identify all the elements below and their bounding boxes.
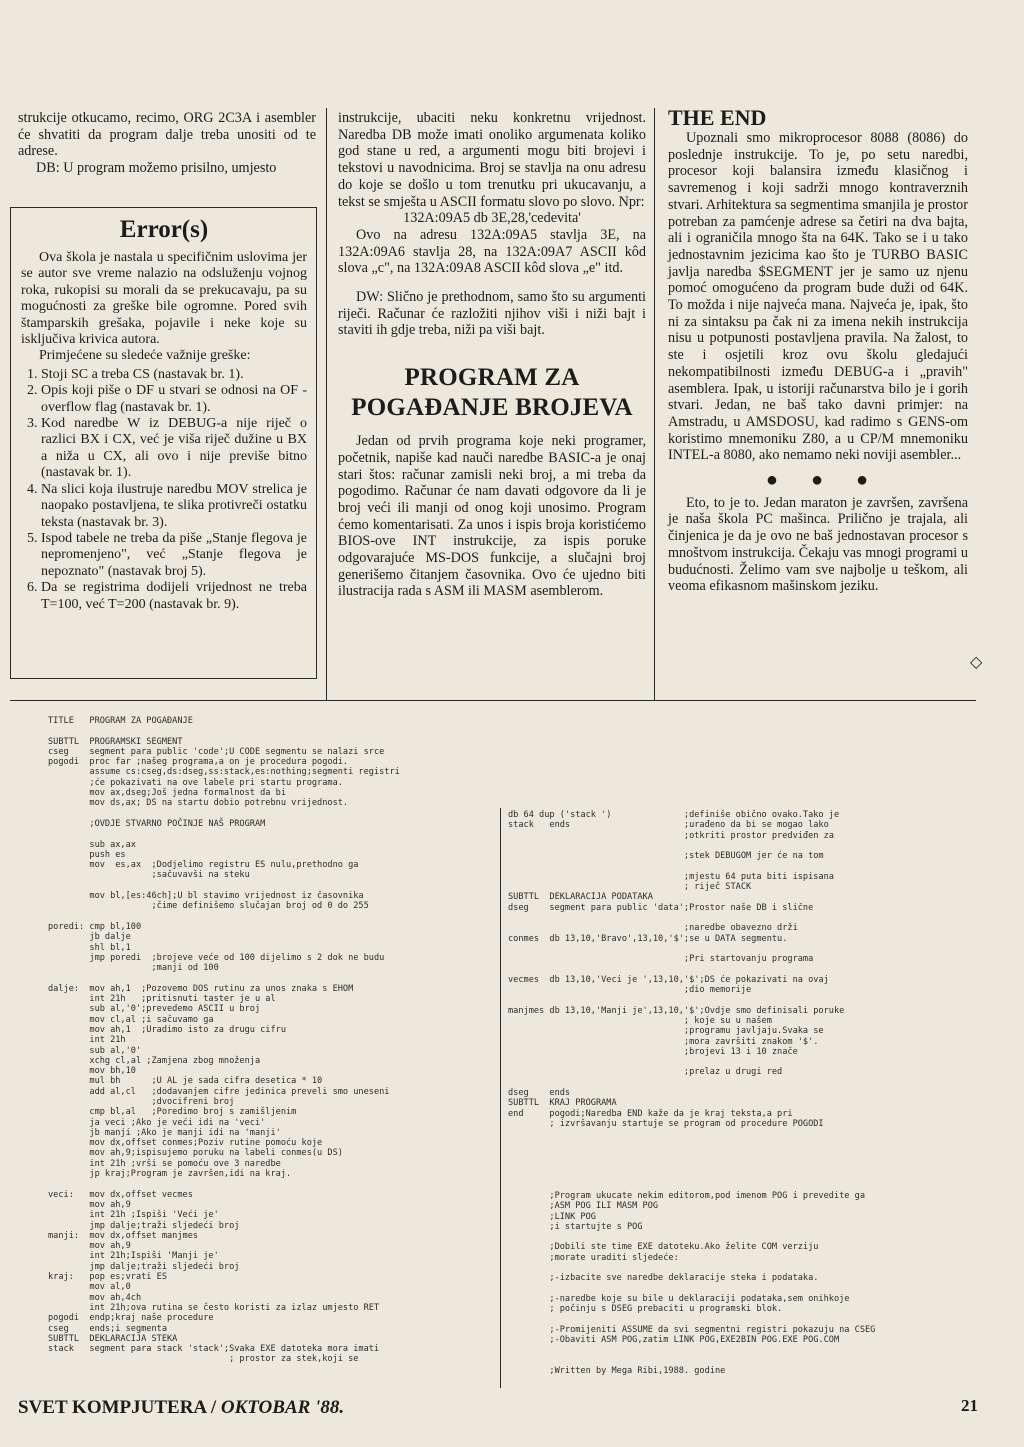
errors-box [10, 207, 317, 679]
issue-date: OKTOBAR '88. [220, 1397, 345, 1418]
code-line: SUBTTL KRAJ PROGRAMA [508, 1098, 617, 1109]
code-line: ; riječ STACK [683, 882, 752, 893]
column-1-intro [18, 110, 316, 177]
code-line: vecmes db 13,10,'Veci je ',13,10,'$';DS će pokazivati na ovaj [508, 974, 829, 985]
code-line: sub al,'0' [89, 1045, 142, 1056]
code-line: int 21h;Ispiši 'Manji je' [89, 1251, 219, 1262]
program-body: Jedan od prvih programa koje neki programer, početnik, napiše kad nauči naredbe BASIC-a je onaj stari štos: računar zamisli neki broj, a mi treba da pogodimo. Računar će nam davati odgovore da li je broj veći ili manji od onog koji unosimo. Program ćemo komentarisati. Za unos i ispis broja koristićemo BIOS-ove INT instrukcije, za ispis poruke odgovarajuće MS-DOS funkcije, a slučajni broj generišemo čitanjem časovnika. Ovo će ujedno biti ilustracija rada s ASM ili MASM asemblerom. [338, 433, 646, 600]
code-line: ;Program ukucate nekim editorom,pod imenom POG i prevedite ga [549, 1190, 865, 1201]
code-listing-left [48, 716, 400, 1365]
code-line: push es [89, 849, 126, 860]
errors-list-item: 2. Opis koji piše o DF u stvari se odnosi na OF - overflow flag (nastavak br. 1). [41, 383, 307, 416]
code-line: mov al,0 [89, 1282, 131, 1293]
code-line: sub ax,ax [89, 839, 136, 850]
code-line: ;-izbacite sve naredbe deklaracije steka i podataka. [549, 1273, 819, 1284]
code-line: pogodi proc far ;našeg programa,a on je procedura pogodi. [48, 757, 349, 768]
errors-intro: Ova škola je nastala u specifičnim uslovima jer se autor sve vreme nalazio na odsluženju vojnog roka, rukopisi su morali da se prekucavaju, pa su mogućnosti za greške bile ogromne. Pored svih štamparskih grešaka, pojavile i neke koje su isključiva krivica autora. [21, 250, 307, 348]
code-line: ; počinju s DSEG prebaciti u programski blok. [549, 1304, 783, 1315]
code-line: jmp dalje;traži sljedeći broj [89, 1220, 240, 1231]
errors-list-item: 6. Da se registrima dodijeli vrijednost ne treba T=100, već T=200 (nastavak br. 9). [41, 580, 307, 613]
errors-title: Error(s) [119, 216, 209, 243]
code-line: ;brojevi 13 i 10 znače [683, 1046, 798, 1057]
magazine-name: SVET KOMPJUTERA / [18, 1397, 217, 1418]
errors-list-item: 4. Na slici koja ilustruje naredbu MOV strelica je naopako postavljena, te slika protivreči ostatku teksta (nastavak br. 3). [41, 482, 307, 531]
code-line: manji: mov dx,offset manjmes [48, 1230, 199, 1241]
code-line: end pogodi;Naredba END kaže da je kraj teksta,a pri [508, 1108, 793, 1119]
code-line: ;i startujte s POG [549, 1221, 643, 1232]
code-line: mov ax,dseg;Još jedna formalnost da bi [89, 788, 286, 799]
code-line: ;-Obaviti ASM POG,zatim LINK POG,EXE2BIN POG.EXE POG.COM [549, 1335, 840, 1346]
code-line: ;mora završiti znakom '$'. [683, 1036, 819, 1047]
code-line: veci: mov dx,offset vecmes [48, 1189, 193, 1200]
code-line: db 64 dup ('stack ') ;definiše obično ovako.Tako je [508, 810, 840, 820]
code-line: ; izvršavanju startuje se program od procedure POGODI [549, 1118, 824, 1129]
the-end-body-2: Eto, to je to. Jedan maraton je završen, završena je naša škola PC mašinca. Prilično je trajala, ali činjenica je da je ovo ne baš jednostavan procesor s mnoštvom instrukcija. Čekaju vas mnogi programi u budućnosti. Želimo vam sve najbolje u teškom, ali veoma efikasnom mašinskom jeziku. [668, 494, 968, 595]
code-line: ;čime definišemo slučajan broj od 0 do 255 [151, 901, 369, 912]
column-rule-2 [654, 108, 655, 700]
code-line: sub al,'0';prevedemo ASCII u broj [89, 1004, 261, 1015]
the-end-title: THE END [668, 105, 767, 130]
code-line: ;će pokazivati na ove labele pri startu programa. [89, 777, 343, 788]
errors-lead: Primjećene su sledeće važnije greške: [39, 348, 251, 364]
code-line: manjmes db 13,10,'Manji je',13,10,'$';Ovdje smo definisali poruke [508, 1005, 845, 1016]
code-line: SUBTTL PROGRAMSKI SEGMENT [48, 736, 183, 747]
code-line: mov es,ax ;Dodjelimo registru ES nulu,prethodno ga [89, 860, 359, 871]
the-end-body-1: Upoznali smo mikroprocesor 8088 (8086) do poslednje instrukcije. To je, po setu naredbi, procesor koji balansira između klasičnog i savremenog i koji sadrži mnogo kontraverznih stvari. Arhitektura sa segmentima smanjila je prostor potreban za pamćenje adrese sa četiri na dva bajta, ali i ograničila mnogo šta na 64K. Tako se i u tako jednostavnim jezicima kao što je TURBO BASIC javlja naredba $SEGMENT jer je samo uz njenu pomoć omogućeno da program bude duži od 64K. To možda i nije najveća mana. Najveća je, ipak, što ni za sintaksu pa čak ni za imena nekih instrukcija nisu u potpunosti postavljena pravila. Na žalost, to ste i osjetili kroz ovu školu gledajući nekompatibilnosti između DEBUG-a i „pravih" asemblera. Ipak, u istoriji računarstva bilo je i gorih stvari. Jedan, ne baš tako davni primjer: na Amstradu, u AMSDOSU, kad radimo s GENS-om koristimo mnemoniku Z80, a u CP/M mnemoniku INTEL-a 8080, ako nemamo neki noviji asembler... [668, 130, 968, 464]
code-line: ; koje su u našem [683, 1015, 772, 1026]
code-line: ;-Promijeniti ASSUME da svi segmentni registri pokazuju na CSEG [549, 1324, 876, 1335]
code-line: stack ends ;urađeno da bi se mogao lako [508, 820, 829, 831]
code-line: mov bl,[es:46ch];U bl stavimo vrijednost iz časovnika [89, 891, 364, 902]
db-paragraph: instrukcije, ubaciti neku konkretnu vrijednost. Naredba DB može imati onoliko argumenata koliko god stane u red, a argumenti mogu biti brojevi i tekstovi u navodnicima. Broj se stavlja na onu adresu do koje se došlo u tom trenutku pri ukucavanju, a tekst se smješta u ASCII formatu slovo po slovo. Npr: [338, 110, 646, 210]
code-line: TITLE PROGRAM ZA POGAĐANJE [48, 716, 193, 726]
code-line: pogodi endp;kraj naše procedure [48, 1313, 214, 1324]
code-line: ;otkriti prostor predviđen za [683, 830, 834, 841]
errors-list-item: 1. Stoji SC a treba CS (nastavak br. 1). [41, 367, 307, 383]
code-line: poredi: cmp bl,100 [48, 921, 142, 932]
code-line: mul bh ;U AL je sada cifra desetica * 10 [89, 1076, 323, 1087]
code-line: ;programu javljaju.Svaka se [683, 1026, 824, 1037]
code-line: add al,cl ;dodavanjem cifre jedinica preveli smo uneseni [89, 1086, 390, 1097]
code-line: int 21h ;pritisnuti taster je u al [89, 994, 276, 1005]
column-rule-1 [326, 108, 327, 700]
code-line: stack segment para stack 'stack';Svaka EXE datoteka mora imati [48, 1344, 380, 1355]
code-line: SUBTTL DEKLARACIJA STEKA [48, 1333, 178, 1344]
code-line: SUBTTL DEKLARACIJA PODATAKA [508, 892, 653, 903]
code-line: ;Written by Mega Ribi,1988. godine [549, 1366, 726, 1377]
errors-list-item: 3. Kod naredbe W iz DEBUG-a nije riječ o razlici BX i CX, već je viša riječ dužine u BX a niža u CX, ali ovo i nije previše bitno (nastavak br. 1). [41, 416, 307, 482]
code-line: int 21h [89, 1035, 126, 1046]
code-line: ;mjestu 64 puta biti ispisana [683, 871, 834, 882]
section-dots: ● ● ● [765, 469, 883, 492]
code-line: mov ah,1 ;Uradimo isto za drugu cifru [89, 1024, 286, 1035]
code-line: ;LINK POG [549, 1211, 596, 1222]
code-line: mov bh,10 [89, 1066, 136, 1077]
code-line: dalje: mov ah,1 ;Pozovemo DOS rutinu za unos znaka s EHOM [48, 983, 354, 994]
code-line: int 21h ;Ispiši 'Veći je' [89, 1210, 219, 1221]
code-line: kraj: pop es;vrati ES [48, 1272, 167, 1283]
intro-paragraph-1: strukcije otkucamo, recimo, ORG 2C3A i asembler će shvatiti da program dalje treba unositi od te adrese. [18, 110, 316, 160]
code-line: ;naredbe obavezno drži [683, 923, 798, 934]
code-listing-right [508, 810, 875, 1376]
code-line: int 21h ;vrši se pomoću ove 3 naredbe [89, 1158, 281, 1169]
code-line: int 21h;ova rutina se često koristi za izlaz umjesto RET [89, 1302, 380, 1313]
code-line: assume cs:cseg,ds:dseg,ss:stack,es:nothing;segmenti registri [89, 767, 400, 778]
program-headline: PROGRAM ZA POGAĐANJE BROJEVA [351, 364, 633, 422]
code-line: dseg ends [508, 1088, 571, 1099]
code-line: ;OVDJE STVARNO POČINJE NAŠ PROGRAM [89, 818, 266, 829]
code-line: ;ASM POG ILI MASM POG [549, 1201, 659, 1212]
code-line: ;dvocifreni broj [151, 1096, 235, 1107]
code-line: mov ah,4ch [89, 1292, 142, 1303]
code-line: ;manji od 100 [151, 963, 219, 974]
code-line: ; prostor za stek,koji se [229, 1354, 359, 1365]
code-line: mov ah,9;ispisujemo poruku na labeli conmes(u DS) [89, 1148, 343, 1159]
listing-top-rule [10, 700, 976, 701]
errors-list [21, 367, 307, 613]
code-line: mov ds,ax; DS na startu dobio potrebnu vrijednost. [89, 798, 349, 809]
code-line: jb dalje [89, 932, 131, 943]
code-line: jmp poredi ;brojeve veće od 100 dijelimo s 2 dok ne budu [89, 952, 385, 963]
dw-paragraph: DW: Slično je prethodnom, samo što su argumenti riječi. Računar će razložiti njihov viši i niži bajt i staviti ih gdje treba, niži pa viši bajt. [338, 289, 646, 339]
column-2 [338, 110, 646, 600]
code-line: jp kraj;Program je završen,idi na kraj. [89, 1169, 292, 1180]
footer-magazine [18, 1397, 344, 1419]
code-line: ;Dobili ste time EXE datoteku.Ako želite COM verziju [549, 1242, 819, 1253]
code-line: shl bl,1 [89, 942, 131, 953]
code-line: ;Pri startovanju programa [683, 954, 814, 965]
code-line: ;sačuvavši na steku [151, 870, 250, 881]
column-3 [668, 106, 968, 595]
code-line: ;prelaz u drugi red [683, 1067, 783, 1078]
code-line: dseg segment para public 'data';Prostor naše DB i slične [508, 902, 814, 913]
page-number: 21 [961, 1396, 978, 1415]
code-line: jb manji ;Ako je manji idi na 'manji' [89, 1127, 281, 1138]
errors-list-item: 5. Ispod tabele ne treba da piše „Stanje flegova je nepromenjeno", već „Stanje flegova je nepoznato" (nastavak broj 5). [41, 531, 307, 580]
code-line: cseg ends;i segmenta [48, 1323, 167, 1334]
code-line: mov dx,offset conmes;Poziv rutine pomoću koje [89, 1138, 323, 1149]
code-line: cseg segment para public 'code';U CODE segmentu se nalazi srce [48, 746, 385, 757]
code-line: ja veci ;Ako je veći idi na 'veci' [89, 1117, 266, 1128]
code-line: mov ah,9 [89, 1241, 131, 1252]
db-explanation: Ovo na adresu 132A:09A5 stavlja 3E, na 132A:09A6 stavlja 28, na 132A:09A7 ASCII kôd slova „c", na 132A:09A8 ASCII kôd slova „e" itd. [338, 226, 646, 277]
code-line: ;dio memorije [683, 985, 752, 996]
code-line: mov cl,al ;i sačuvamo ga [89, 1014, 214, 1025]
db-example: 132A:09A5 db 3E,28,'cedevita' [403, 210, 581, 227]
code-line: conmes db 13,10,'Bravo',13,10,'$';se u DATA segmentu. [508, 933, 788, 944]
code-line: ;stek DEBUGOM jer će na tom [683, 851, 824, 862]
code-line: ;-naredbe koje su bile u deklaraciji podataka,sem onihkoje [549, 1293, 850, 1304]
code-line: cmp bl,al ;Poredimo broj s zamišljenim [89, 1107, 297, 1118]
intro-paragraph-2: DB: U program možemo prisilno, umjesto [36, 160, 277, 177]
end-mark-icon: ◇ [970, 654, 983, 671]
code-line: xchg cl,al ;Zamjena zbog množenja [89, 1055, 261, 1066]
code-line: jmp dalje;traži sljedeći broj [89, 1261, 240, 1272]
code-line: mov ah,9 [89, 1199, 131, 1210]
code-line: ;morate uraditi sljedeće: [549, 1252, 679, 1263]
listing-column-rule [500, 808, 501, 1388]
